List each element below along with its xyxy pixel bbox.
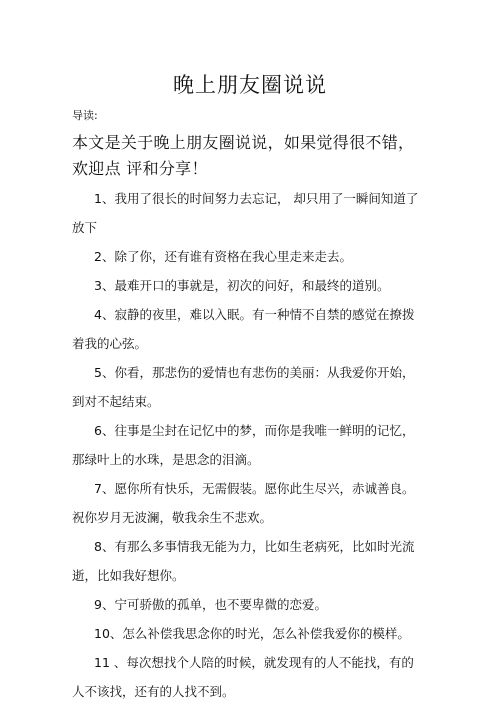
quote-item: 4、寂静的夜里，难以入眠。有一种情不自禁的感觉在撩拨着我的心弦。 — [72, 307, 415, 351]
quote-item: 5、你看，那悲伤的爱情也有悲伤的美丽：从我爱你开始，到对不起结束。 — [72, 365, 415, 409]
document-title: 晚上朋友圈说说 — [173, 73, 327, 97]
guide-label: 导读: — [72, 109, 98, 122]
quote-item: 1、我用了很长的时间努力去忘记， 却只用了一瞬间知道了放下 — [72, 191, 419, 235]
quote-item: 7、愿你所有快乐，无需假装。愿你此生尽兴，赤诚善良。祝你岁月无波澜，敬我余生不悲欢。 — [72, 481, 415, 525]
quote-item: 11 、每次想找个人陪的时候，就发现有的人不能找，有的人不该找，还有的人找不到。 — [72, 655, 414, 699]
quote-item: 10、怎么补偿我思念你的时光，怎么补偿我爱你的模样。 — [94, 626, 410, 641]
quote-item: 6、往事是尘封在记忆中的梦，而你是我唯一鲜明的记忆，那绿叶上的水珠，是思念的泪滴。 — [72, 423, 415, 467]
quote-item: 9、宁可骄傲的孤单，也不要卑微的恋爱。 — [94, 597, 327, 612]
quote-item: 3、最难开口的事就是，初次的问好，和最终的道别。 — [94, 278, 390, 293]
quote-item: 2、除了你，还有谁有资格在我心里走来走去。 — [94, 249, 352, 264]
quote-list — [72, 184, 424, 706]
intro-paragraph: 本文是关于晚上朋友圈说说，如果觉得很不错，欢迎点 评和分享！ — [72, 133, 415, 178]
quote-item: 8、有那么多事情我无能为力，比如生老病死，比如时光流逝，比如我好想你。 — [72, 539, 415, 583]
